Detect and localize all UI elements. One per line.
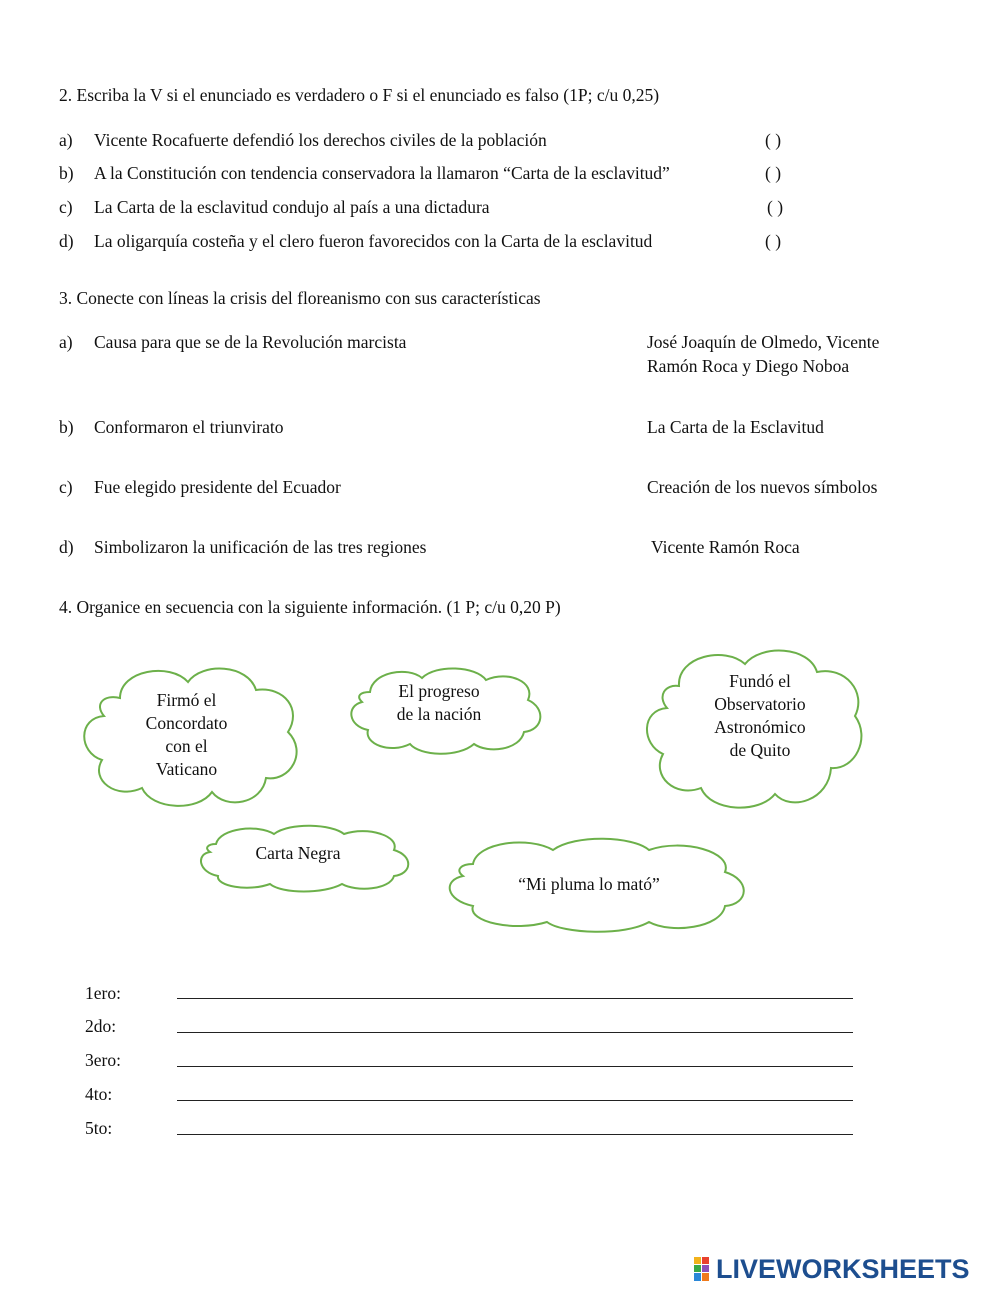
item-letter: b) bbox=[59, 417, 74, 437]
item-text: Vicente Rocafuerte defendió los derechos civiles de la población bbox=[94, 130, 547, 150]
brand-logo[interactable] bbox=[694, 1256, 970, 1282]
match-option[interactable] bbox=[647, 330, 879, 378]
answer-label: 3ero: bbox=[85, 1050, 121, 1070]
item-letter: c) bbox=[59, 477, 73, 497]
answer-input-line[interactable] bbox=[177, 1134, 853, 1135]
cloud-shape[interactable] bbox=[196, 824, 412, 890]
option-line: Ramón Roca y Diego Noboa bbox=[647, 356, 850, 376]
item-text: La oligarquía costeña y el clero fueron favorecidos con la Carta de la esclavitud bbox=[94, 231, 653, 251]
item-text: Fue elegido presidente del Ecuador bbox=[94, 477, 341, 497]
answer-label: 5to: bbox=[85, 1118, 113, 1138]
item-text: A la Constitución con tendencia conservadora la llamaron “Carta de la esclavitud” bbox=[94, 163, 670, 183]
section-3-heading: 3. Conecte con líneas la crisis del floreanismo con sus características bbox=[59, 288, 541, 308]
item-letter: a) bbox=[59, 332, 73, 352]
item-letter: b) bbox=[59, 163, 74, 183]
cloud-shape[interactable] bbox=[80, 660, 305, 810]
cloud-shape[interactable] bbox=[348, 664, 544, 754]
item-letter: d) bbox=[59, 537, 74, 557]
answer-blank[interactable]: ( ) bbox=[765, 231, 782, 251]
cloud-text: Carta Negra bbox=[255, 842, 341, 863]
section-4-heading: 4. Organice en secuencia con la siguiente información. (1 P; c/u 0,20 P) bbox=[59, 597, 561, 617]
answer-label: 1ero: bbox=[85, 983, 121, 1003]
item-text: Causa para que se de la Revolución marcista bbox=[94, 332, 407, 352]
answer-label: 2do: bbox=[85, 1016, 117, 1036]
match-option[interactable]: La Carta de la Esclavitud bbox=[647, 417, 824, 437]
answer-input-line[interactable] bbox=[177, 1100, 853, 1101]
match-option[interactable]: Creación de los nuevos símbolos bbox=[647, 477, 878, 497]
answer-blank[interactable]: ( ) bbox=[767, 197, 784, 217]
answer-input-line[interactable] bbox=[177, 998, 853, 999]
answer-blank[interactable]: ( ) bbox=[765, 130, 782, 150]
item-letter: a) bbox=[59, 130, 73, 150]
cloud-text: El progreso de la nación bbox=[396, 681, 482, 724]
brand-text: LIVEWORKSHEETS bbox=[716, 1254, 970, 1284]
item-letter: c) bbox=[59, 197, 73, 217]
answer-input-line[interactable] bbox=[177, 1066, 853, 1067]
item-text: Simbolizaron la unificación de las tres regiones bbox=[94, 537, 427, 557]
item-text: Conformaron el triunvirato bbox=[94, 417, 284, 437]
cloud-shape[interactable] bbox=[443, 836, 749, 932]
liveworksheets-logo-icon bbox=[694, 1257, 712, 1281]
cloud-shape[interactable] bbox=[645, 642, 867, 812]
cloud-text: Fundó el Observatorio Astronómico de Quito bbox=[714, 671, 806, 760]
item-letter: d) bbox=[59, 231, 74, 251]
option-line: José Joaquín de Olmedo, Vicente bbox=[647, 332, 880, 352]
answer-blank[interactable]: ( ) bbox=[765, 163, 782, 183]
match-option[interactable]: Vicente Ramón Roca bbox=[647, 537, 800, 557]
answer-input-line[interactable] bbox=[177, 1032, 853, 1033]
answer-label: 4to: bbox=[85, 1084, 113, 1104]
item-text: La Carta de la esclavitud condujo al país a una dictadura bbox=[94, 197, 490, 217]
section-2-heading: 2. Escriba la V si el enunciado es verdadero o F si el enunciado es falso (1P; c/u 0,25) bbox=[59, 85, 660, 105]
cloud-text: “Mi pluma lo mató” bbox=[518, 873, 660, 894]
cloud-text: Firmó el Concordato con el Vaticano bbox=[145, 690, 228, 779]
